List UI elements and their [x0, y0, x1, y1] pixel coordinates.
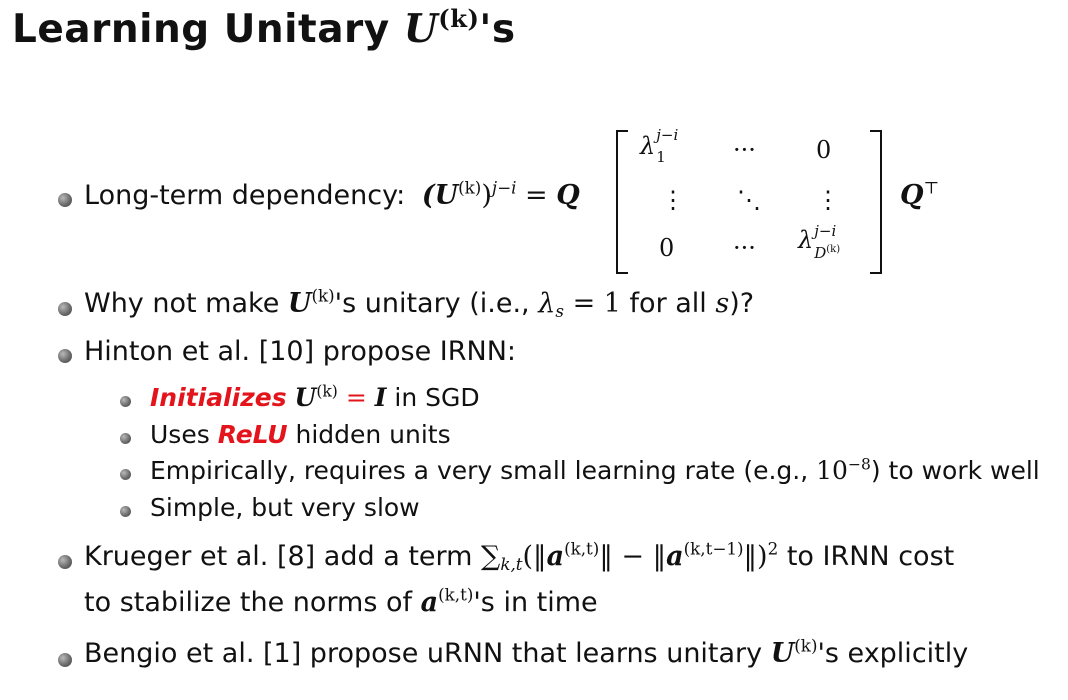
bullet-icon [58, 555, 72, 569]
matrix-r1c2: ··· [733, 136, 756, 164]
hinton-text: Hinton et al. [10] propose IRNN: [84, 336, 517, 367]
matrix-r3c2: ··· [733, 234, 756, 262]
bullet-icon [58, 193, 72, 207]
initializes-text: Initializes $U^{(k)} = I$ in SGD [150, 382, 480, 412]
matrix-r2c1: ⋮ [661, 186, 685, 214]
slide-title: Learning Unitary $U^{(k)}'s$ [12, 4, 516, 52]
sub-bullet-icon [120, 469, 131, 480]
krueger-text: Krueger et al. [8] add a term $\sum_{k,t}(‖a^{(k,t)}‖$ − $‖a^{(k,t-1)}‖)^2$ to IRNN cost [84, 538, 955, 575]
sub-bullet-icon [120, 396, 131, 407]
matrix-r1c3: 0 [816, 136, 832, 164]
sub-bullet-icon [120, 506, 131, 517]
simple-text: Simple, but very slow [150, 493, 420, 522]
krueger-text-line2: to stabilize the norms of $a^{(k,t)}'s$ in time [84, 584, 598, 618]
title-symbol: U [403, 6, 439, 52]
bullet-icon [58, 349, 72, 363]
bullet-icon [58, 302, 72, 316]
why-not-text: Why not make $U^{(k)}'s$ unitary (i.e., $\lambda_s = 1$ for all s)? [84, 285, 755, 322]
matrix-r2c2: ⋱ [737, 186, 761, 214]
bullet-icon [58, 653, 72, 667]
sub-bullet-icon [120, 433, 131, 444]
q-transpose: Q⊤ [900, 177, 940, 211]
relu-text: Uses ReLU hidden units [150, 420, 451, 449]
matrix-r3c1: 0 [659, 234, 675, 262]
matrix-right-bracket [870, 130, 882, 274]
matrix-r3c3: λ j−i $D^{(k)}$ [798, 222, 841, 262]
bengio-text: Bengio et al. [1] propose uRNN that learns unitary $U^{(k)}'s$ explicitly [84, 635, 969, 669]
empirically-text: Empirically, requires a very small learning rate (e.g., $10^{-8}$) to work well [150, 455, 1040, 485]
long-term-text: Long-term dependency: $(U^{(k)})^{j-i} = Q$ [84, 177, 580, 211]
matrix-r2c3: ⋮ [816, 186, 840, 214]
matrix-r1c1: λ j−i 1 [640, 126, 679, 166]
matrix-left-bracket [616, 130, 628, 274]
